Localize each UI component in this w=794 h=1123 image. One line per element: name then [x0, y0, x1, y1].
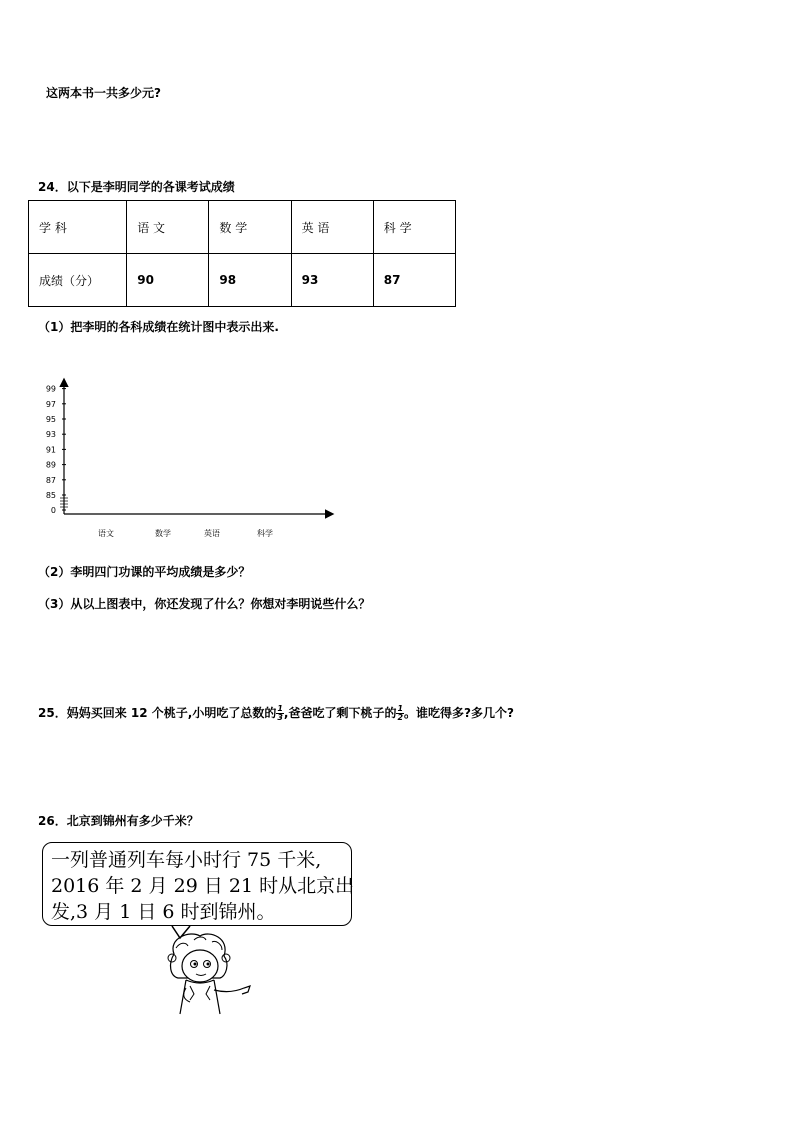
table-cell: 90	[127, 254, 209, 307]
question-25-text-b: ,爸爸吃了剩下桃子的	[283, 706, 397, 720]
question-26-heading: 26．北京到锦州有多少千米？	[38, 814, 199, 828]
table-cell: 87	[373, 254, 455, 307]
blank-bar-chart	[30, 376, 340, 546]
table-row-label: 成绩（分）	[29, 254, 127, 307]
fraction-one-third: $\frac{1}{3}$	[277, 704, 283, 722]
y-tick-label: 99	[45, 384, 56, 394]
table-header-cell: 语 文	[127, 201, 209, 254]
y-tick-label: 95	[45, 415, 56, 424]
question-25-text-a: 25．妈妈买回来 12 个桃子,小明吃了总数的	[38, 706, 277, 720]
table-header-cell: 科 学	[373, 201, 455, 254]
question-24-part-1: （1）把李明的各科成绩在统计图中表示出来.	[38, 320, 279, 334]
score-table	[28, 200, 456, 307]
question-24-part-3: （3）从以上图表中，你还发现了什么？你想对李明说些什么？	[38, 597, 371, 611]
y-tick-label: 97	[45, 399, 56, 409]
table-header-cell: 学 科	[29, 201, 127, 254]
x-category-label: 数学	[155, 529, 171, 538]
table-cell: 98	[209, 254, 291, 307]
y-tick-label: 87	[45, 475, 56, 485]
fraction-one-half: $\frac{1}{2}$	[397, 704, 404, 722]
question-24-heading: 24．以下是李明同学的各课考试成绩	[38, 180, 235, 194]
girl-illustration	[150, 924, 260, 1016]
speech-bubble	[42, 842, 355, 926]
x-category-label: 英语	[204, 529, 220, 538]
y-tick-label: 91	[45, 445, 56, 455]
table-header-cell: 数 学	[209, 201, 291, 254]
question-23-tail: 这两本书一共多少元?	[46, 86, 161, 100]
question-25-text-c: 。谁吃得多?多几个?	[404, 706, 514, 720]
speech-line: 发,3 月 1 日 6 时到锦州。	[51, 901, 276, 923]
y-tick-label: 0	[50, 506, 56, 515]
table-row	[29, 254, 456, 307]
table-row	[29, 201, 456, 254]
speech-line: 2016 年 2 月 29 日 21 时从北京出	[51, 875, 355, 897]
x-category-label: 科学	[257, 529, 273, 538]
speech-line: 一列普通列车每小时行 75 千米,	[51, 849, 322, 871]
x-category-label: 语文	[98, 529, 114, 538]
table-header-cell: 英 语	[291, 201, 373, 254]
question-25	[38, 704, 514, 722]
question-24-part-2: （2）李明四门功课的平均成绩是多少？	[38, 565, 251, 579]
y-tick-label: 89	[45, 460, 56, 470]
table-cell: 93	[291, 254, 373, 307]
y-tick-label: 85	[45, 491, 56, 500]
y-tick-label: 93	[45, 430, 56, 440]
